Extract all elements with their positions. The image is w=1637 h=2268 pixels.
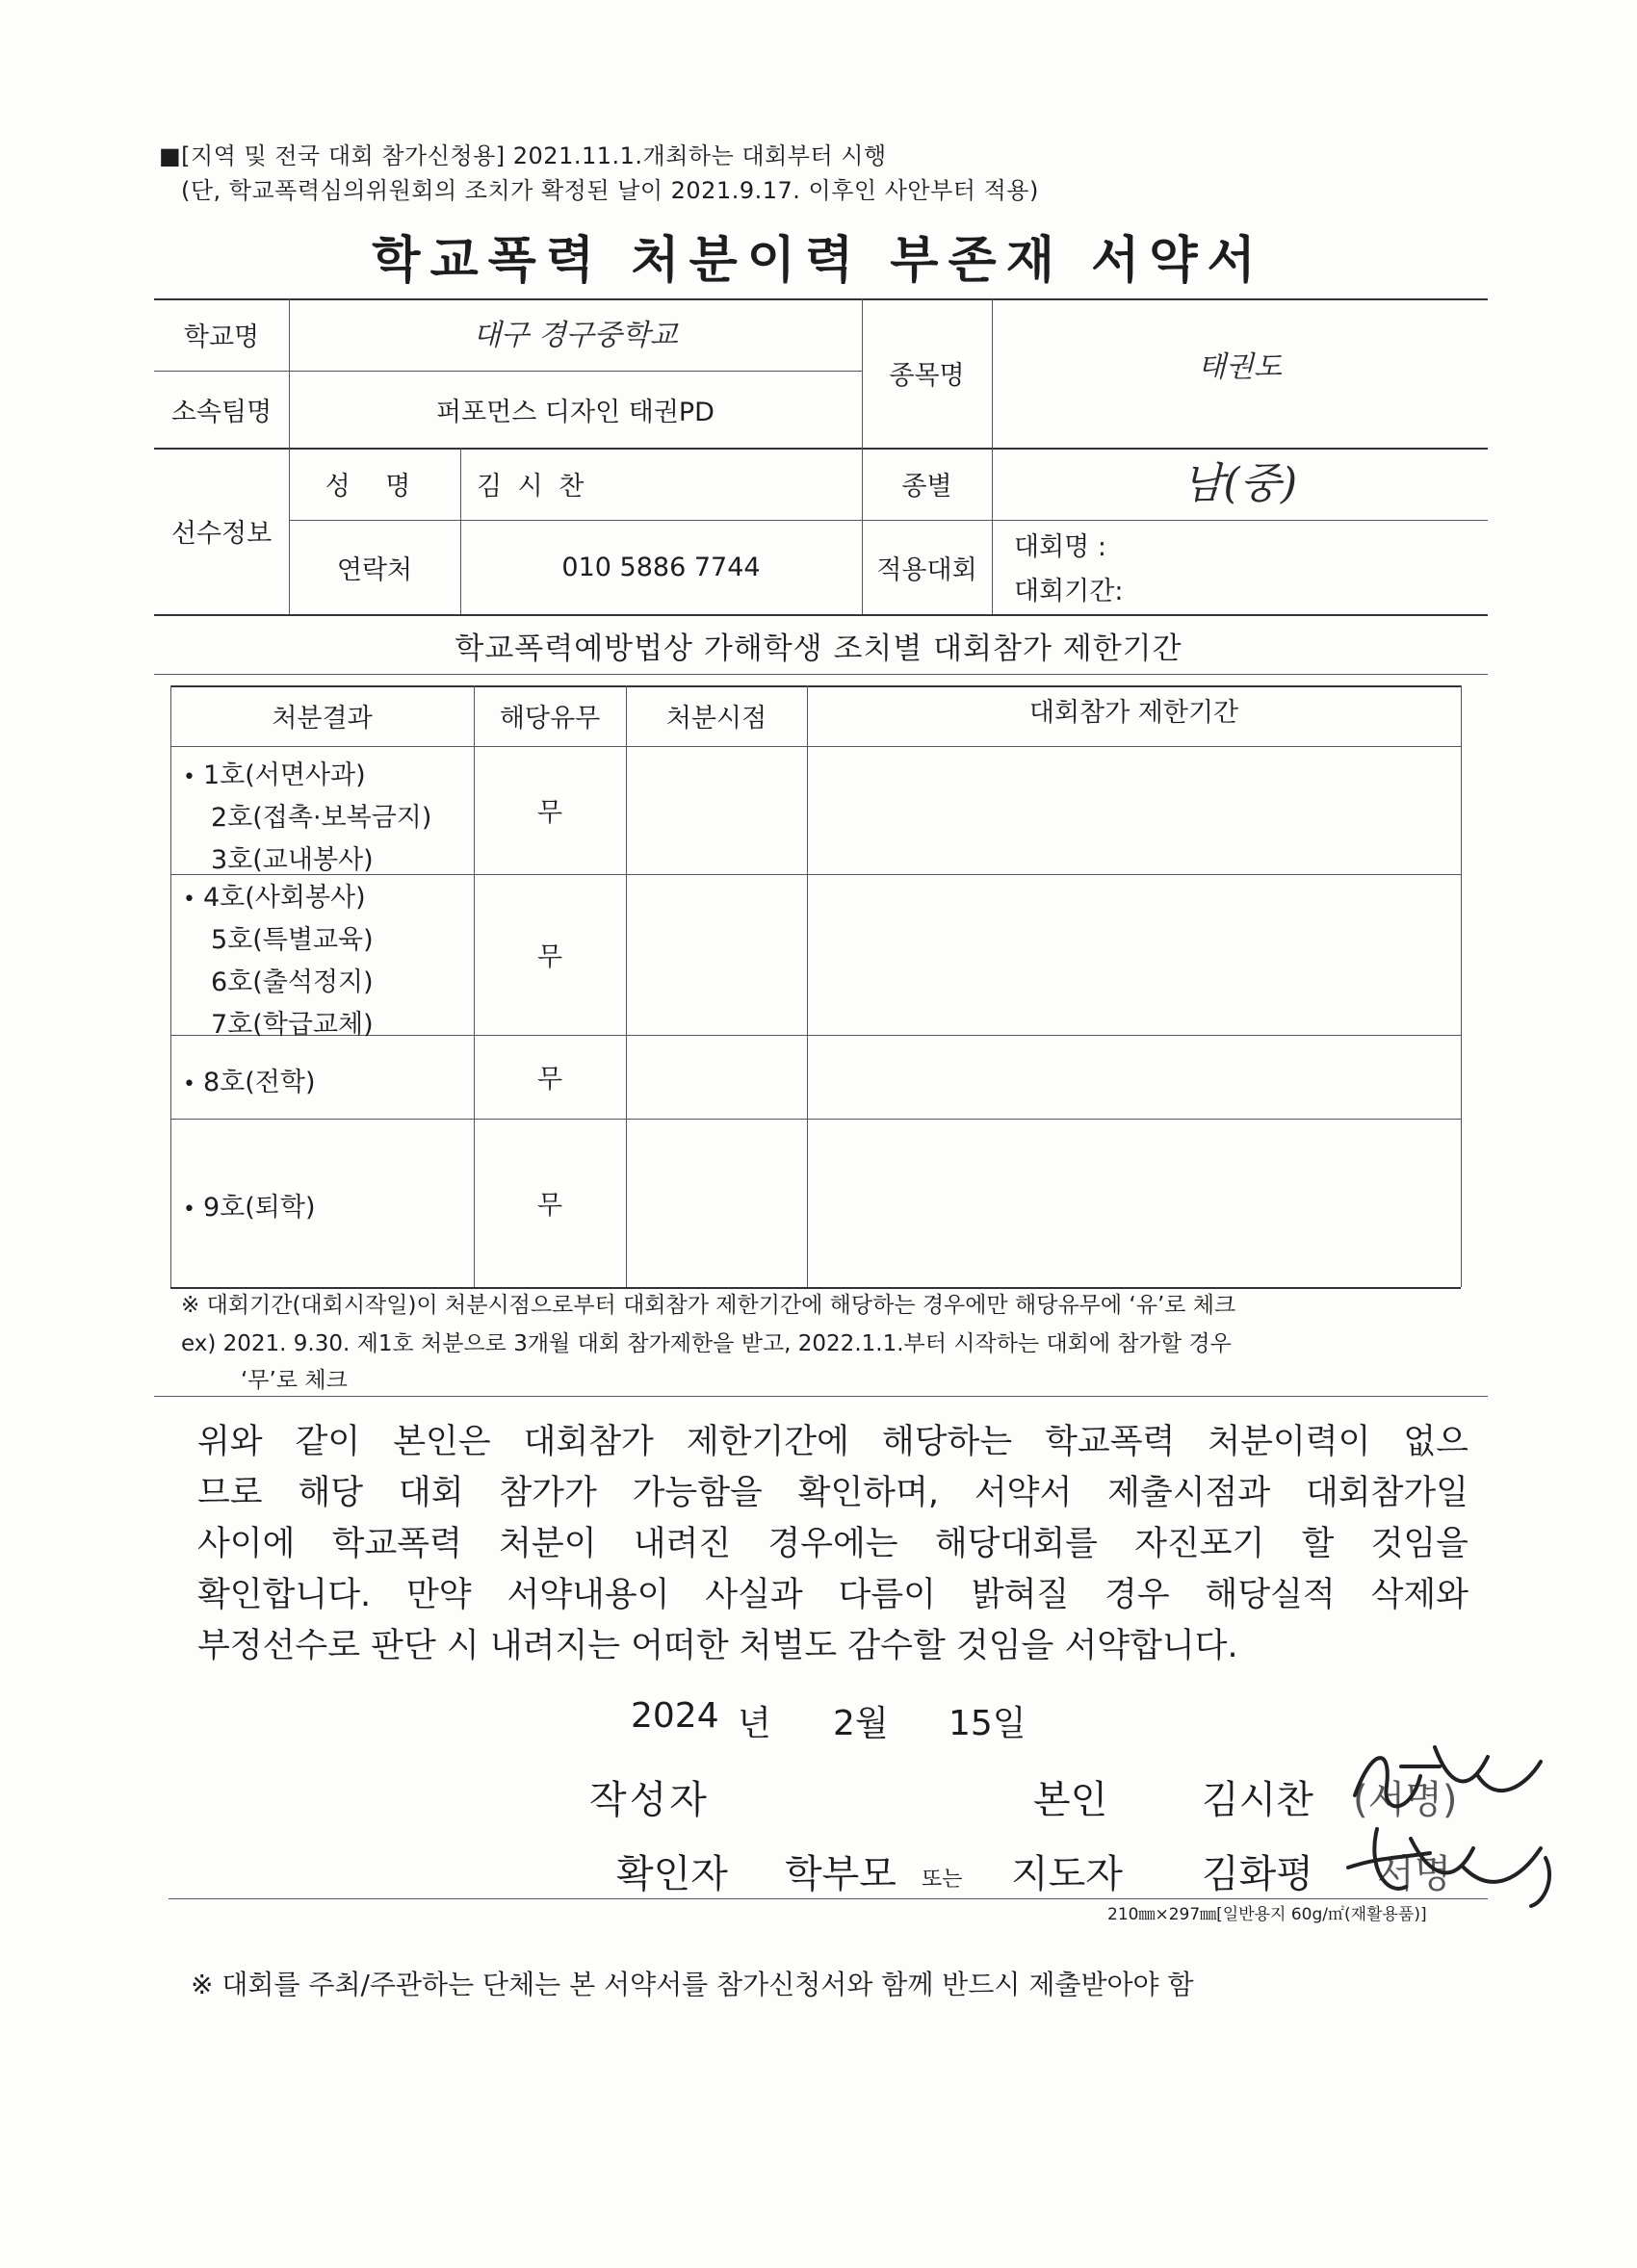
footer-note: ※ 대회를 주최/주관하는 단체는 본 서약서를 참가신청서와 함께 반드시 제출받아야 함 xyxy=(191,1969,1194,2000)
list-item: • 4호(사회봉사) xyxy=(183,876,366,914)
player-info-label: 선수정보 xyxy=(170,519,273,549)
apply-meet-label: 적용대회 xyxy=(876,554,977,585)
or-label: 또는 xyxy=(922,1868,963,1892)
list-item: 3호(교내봉사) xyxy=(211,845,374,875)
applicable-value: 무 xyxy=(536,798,563,828)
confirmer-name: 김화평 xyxy=(1202,1852,1313,1896)
team-label: 소속팀명 xyxy=(170,397,273,427)
event-label: 종목명 xyxy=(889,361,965,391)
list-item: • 9호(퇴학) xyxy=(183,1186,315,1224)
writer-sign-label: (서명) xyxy=(1353,1778,1458,1822)
restriction-subtitle: 학교폭력예방법상 가해학생 조치별 대회참가 제한기간 xyxy=(455,631,1182,666)
document-title: 학교폭력 처분이력 부존재 서약서 xyxy=(372,232,1265,290)
list-item: • 8호(전학) xyxy=(183,1061,315,1098)
paper-spec: 210㎜×297㎜[일반용지 60g/㎡(재활용품)] xyxy=(1107,1905,1427,1924)
pledge-line: 므로 해당 대회 참가가 가능함을 확인하며, 서약서 제출시점과 대회참가일 xyxy=(197,1474,1468,1512)
pledge-line: 확인합니다. 만약 서약내용이 사실과 다름이 밝혀질 경우 해당실적 삭제와 xyxy=(197,1576,1468,1614)
pledge-line: 부정선수로 판단 시 내려지는 어떠한 처벌도 감수할 것임을 서약합니다. xyxy=(197,1627,1238,1665)
note-1: ※ 대회기간(대회시작일)이 처분시점으로부터 대회참가 제한기간에 해당하는 경우에만 해당유무에 ‘유’로 체크 xyxy=(181,1293,1236,1318)
meet-period-label: 대회기간: xyxy=(1014,577,1124,606)
list-item: 2호(접촉·보복금지) xyxy=(211,803,432,833)
name-value: 김 시 찬 xyxy=(477,472,588,502)
date-year: 2024 xyxy=(631,1696,719,1736)
pledge-line: 사이에 학교폭력 처분이 내려진 경우에는 해당대회를 자진포기 할 것임을 xyxy=(197,1525,1468,1563)
gender-value: 남(중) xyxy=(1182,459,1298,508)
date-year-unit: 년 xyxy=(738,1704,771,1743)
confirmer-label: 확인자 xyxy=(616,1852,728,1896)
applicable-value: 무 xyxy=(536,942,563,972)
header-applicable: 해당유무 xyxy=(499,704,601,734)
gender-label: 종별 xyxy=(901,472,952,502)
notice-line-2: (단, 학교폭력심의위원회의 조치가 확정된 날이 2021.9.17. 이후인 사안부터 적용) xyxy=(181,177,1039,204)
contact-value: 010 5886 7744 xyxy=(561,552,761,582)
pledge-line: 위와 같이 본인은 대회참가 제한기간에 해당하는 학교폭력 처분이력이 없으 xyxy=(197,1423,1468,1461)
list-item: 5호(특별교육) xyxy=(211,925,374,955)
writer-name: 김시찬 xyxy=(1202,1778,1313,1822)
header-result: 처분결과 xyxy=(272,704,373,734)
coach-label: 지도자 xyxy=(1011,1852,1123,1896)
team-value: 퍼포먼스 디자인 태권PD xyxy=(436,397,715,427)
note-3: ‘무’로 체크 xyxy=(241,1368,348,1393)
header-restriction-period: 대회참가 제한기간 xyxy=(1028,697,1239,728)
school-label: 학교명 xyxy=(183,322,260,352)
list-item: • 1호(서면사과) xyxy=(183,754,366,791)
applicable-value: 무 xyxy=(536,1191,563,1221)
self-label: 본인 xyxy=(1033,1778,1108,1822)
notice-line-1: ■[지역 및 전국 대회 참가신청용] 2021.11.1.개최하는 대회부터 시행 xyxy=(159,142,887,169)
date-month: 2월 xyxy=(833,1704,889,1743)
contact-label: 연락처 xyxy=(336,554,413,585)
name-label: 성 명 xyxy=(325,472,425,502)
applicable-value: 무 xyxy=(536,1065,563,1095)
event-value: 태권도 xyxy=(1198,349,1282,384)
note-2: ex) 2021. 9.30. 제1호 처분으로 3개월 대회 참가제한을 받고, 2022.1.1.부터 시작하는 대회에 참가할 경우 xyxy=(181,1331,1232,1356)
parent-label: 학부모 xyxy=(785,1852,896,1896)
school-value: 대구 경구중학교 xyxy=(473,319,678,352)
list-item: 6호(출석정지) xyxy=(211,967,374,997)
header-time: 처분시점 xyxy=(665,704,767,734)
confirmer-sign-label: 서명 xyxy=(1377,1852,1452,1896)
meet-name-label: 대회명 : xyxy=(1014,532,1106,562)
date-day: 15일 xyxy=(948,1704,1026,1743)
list-item: 7호(학급교체) xyxy=(211,1010,374,1040)
writer-label: 작성자 xyxy=(589,1778,710,1822)
